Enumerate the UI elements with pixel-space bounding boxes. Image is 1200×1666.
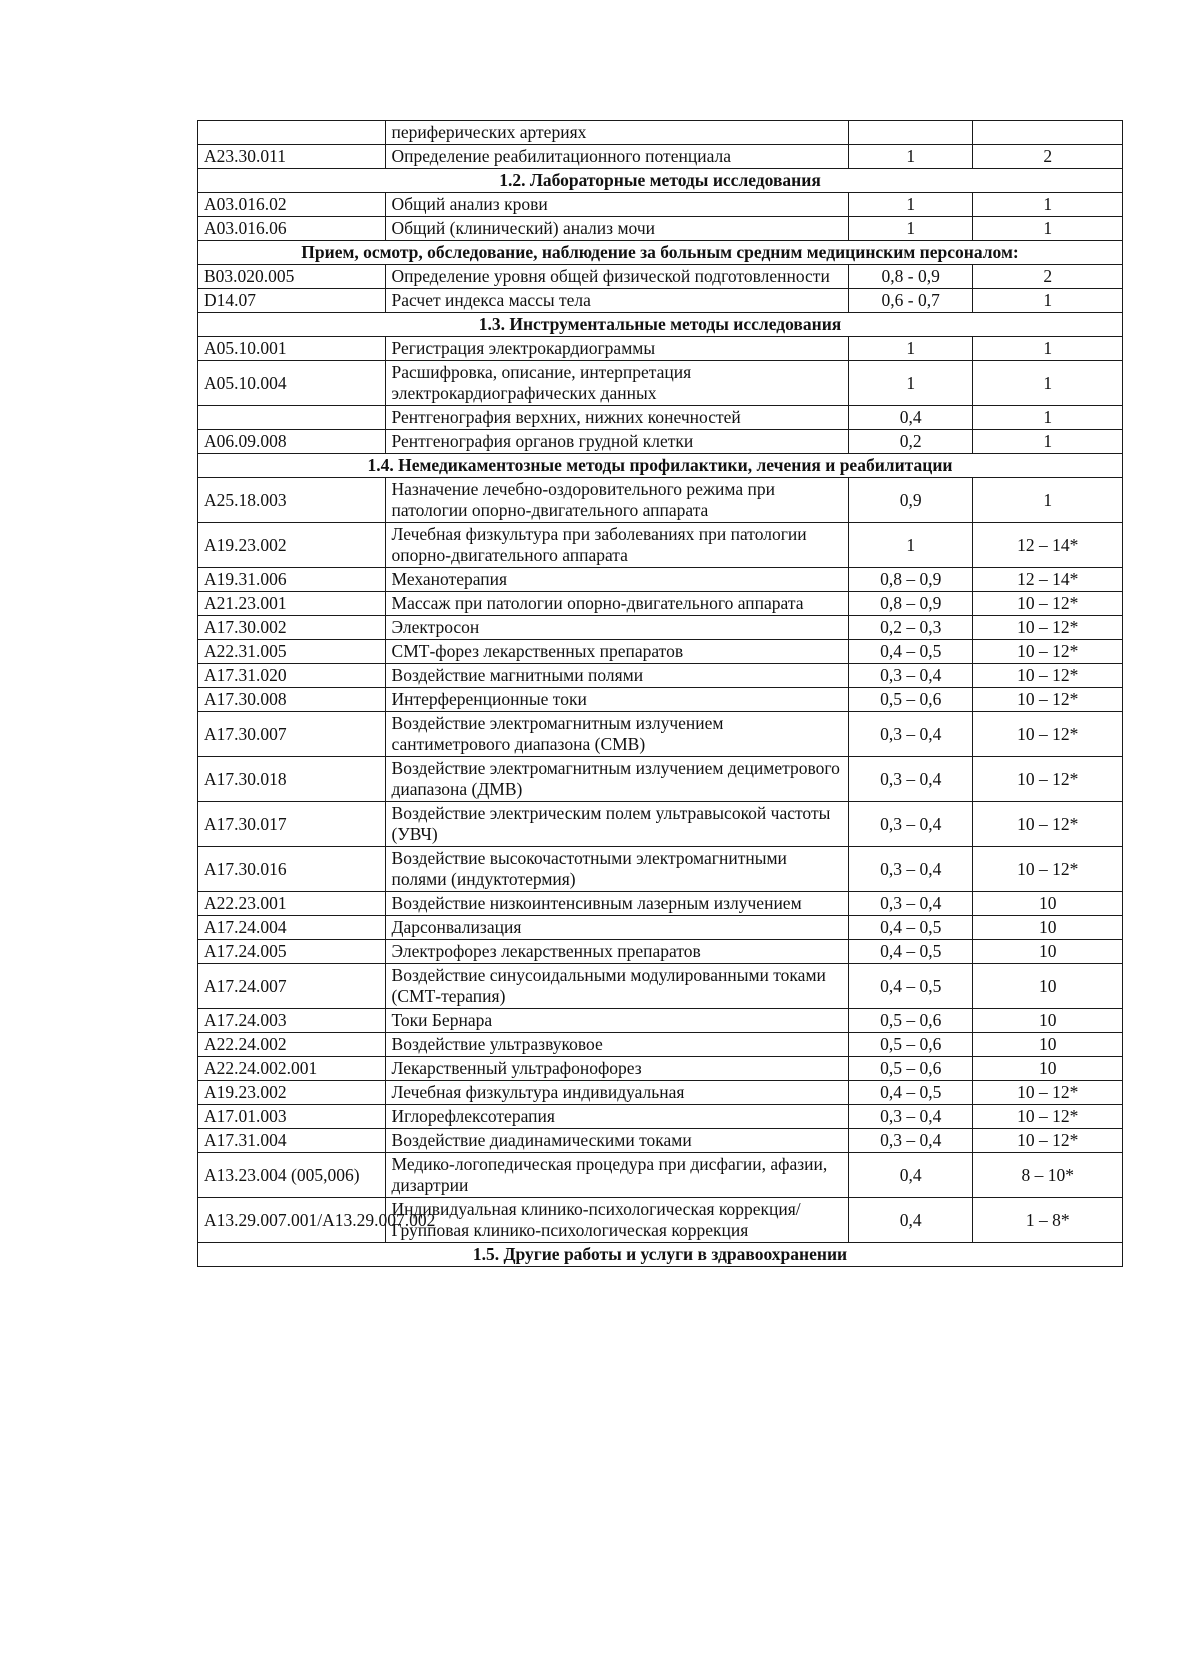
frequency-cell: 0,8 – 0,9 — [849, 592, 973, 616]
service-code-cell: A05.10.001 — [198, 337, 386, 361]
service-code-cell: A17.31.020 — [198, 664, 386, 688]
multiplicity-cell: 10 — [973, 1033, 1123, 1057]
section-header-row — [198, 1243, 1123, 1267]
frequency-cell: 0,2 — [849, 430, 973, 454]
table-row — [198, 361, 1123, 406]
multiplicity-cell: 10 – 12* — [973, 712, 1123, 757]
service-name-cell: Общий (клинический) анализ мочи — [385, 217, 849, 241]
multiplicity-cell: 10 – 12* — [973, 1105, 1123, 1129]
service-code-cell: A17.30.008 — [198, 688, 386, 712]
multiplicity-cell: 2 — [973, 145, 1123, 169]
service-name-cell: Регистрация электрокардиограммы — [385, 337, 849, 361]
table-row — [198, 916, 1123, 940]
service-name-cell: Назначение лечебно-оздоровительного режима при патологии опорно-двигательного аппарата — [385, 478, 849, 523]
service-name-cell: Индивидуальная клинико-психологическая коррекция/Групповая клинико-психологическая коррекция — [385, 1198, 849, 1243]
frequency-cell: 0,3 – 0,4 — [849, 802, 973, 847]
service-code-cell — [198, 121, 386, 145]
multiplicity-cell: 1 — [973, 217, 1123, 241]
service-code-cell: A17.24.005 — [198, 940, 386, 964]
service-name-cell: Воздействие магнитными полями — [385, 664, 849, 688]
service-code-cell: A22.24.002 — [198, 1033, 386, 1057]
frequency-cell: 1 — [849, 361, 973, 406]
multiplicity-cell: 10 – 12* — [973, 847, 1123, 892]
table-row — [198, 1153, 1123, 1198]
table-row — [198, 592, 1123, 616]
multiplicity-cell: 10 – 12* — [973, 1129, 1123, 1153]
multiplicity-cell: 2 — [973, 265, 1123, 289]
service-code-cell: A17.30.002 — [198, 616, 386, 640]
service-name-cell: Токи Бернара — [385, 1009, 849, 1033]
table-row — [198, 616, 1123, 640]
table-row — [198, 121, 1123, 145]
table-row — [198, 523, 1123, 568]
service-code-cell: A19.31.006 — [198, 568, 386, 592]
frequency-cell: 0,2 – 0,3 — [849, 616, 973, 640]
multiplicity-cell: 1 — [973, 406, 1123, 430]
service-code-cell — [198, 406, 386, 430]
service-code-cell: A17.30.007 — [198, 712, 386, 757]
table-row — [198, 289, 1123, 313]
service-name-cell: Лечебная физкультура индивидуальная — [385, 1081, 849, 1105]
frequency-cell: 0,3 – 0,4 — [849, 1129, 973, 1153]
multiplicity-cell: 10 – 12* — [973, 592, 1123, 616]
service-code-cell: A25.18.003 — [198, 478, 386, 523]
table-row — [198, 193, 1123, 217]
frequency-cell: 1 — [849, 193, 973, 217]
service-code-cell: A17.01.003 — [198, 1105, 386, 1129]
section-title: 1.3. Инструментальные методы исследования — [198, 313, 1123, 337]
multiplicity-cell: 8 – 10* — [973, 1153, 1123, 1198]
multiplicity-cell: 10 – 12* — [973, 640, 1123, 664]
section-header-row — [198, 313, 1123, 337]
table-row — [198, 1129, 1123, 1153]
service-code-cell: A19.23.002 — [198, 1081, 386, 1105]
section-title: 1.5. Другие работы и услуги в здравоохранении — [198, 1243, 1123, 1267]
table-row — [198, 664, 1123, 688]
table-row — [198, 1081, 1123, 1105]
frequency-cell: 1 — [849, 337, 973, 361]
multiplicity-cell: 10 — [973, 940, 1123, 964]
table-row — [198, 1033, 1123, 1057]
multiplicity-cell: 10 – 12* — [973, 802, 1123, 847]
section-title: 1.4. Немедикаментозные методы профилактики, лечения и реабилитации — [198, 454, 1123, 478]
service-name-cell: Механотерапия — [385, 568, 849, 592]
frequency-cell: 0,4 – 0,5 — [849, 1081, 973, 1105]
section-header-row — [198, 241, 1123, 265]
frequency-cell: 0,5 – 0,6 — [849, 1009, 973, 1033]
service-name-cell: Воздействие высокочастотными электромагнитными полями (индуктотермия) — [385, 847, 849, 892]
table-row — [198, 1057, 1123, 1081]
multiplicity-cell: 10 – 12* — [973, 616, 1123, 640]
service-name-cell: Воздействие ультразвуковое — [385, 1033, 849, 1057]
frequency-cell — [849, 121, 973, 145]
services-table-body — [198, 121, 1123, 1267]
multiplicity-cell: 10 – 12* — [973, 757, 1123, 802]
service-name-cell: Иглорефлексотерапия — [385, 1105, 849, 1129]
service-code-cell: A23.30.011 — [198, 145, 386, 169]
multiplicity-cell: 10 – 12* — [973, 1081, 1123, 1105]
frequency-cell: 0,3 – 0,4 — [849, 892, 973, 916]
multiplicity-cell — [973, 121, 1123, 145]
service-code-cell: D14.07 — [198, 289, 386, 313]
frequency-cell: 1 — [849, 217, 973, 241]
frequency-cell: 0,8 - 0,9 — [849, 265, 973, 289]
service-code-cell: A13.29.007.001/A13.29.007.002 — [198, 1198, 386, 1243]
frequency-cell: 0,4 — [849, 1153, 973, 1198]
frequency-cell: 0,4 – 0,5 — [849, 916, 973, 940]
service-name-cell: Воздействие низкоинтенсивным лазерным излучением — [385, 892, 849, 916]
multiplicity-cell: 1 — [973, 478, 1123, 523]
frequency-cell: 0,4 – 0,5 — [849, 940, 973, 964]
service-code-cell: A17.30.017 — [198, 802, 386, 847]
service-name-cell: Общий анализ крови — [385, 193, 849, 217]
service-name-cell: Электросон — [385, 616, 849, 640]
frequency-cell: 0,6 - 0,7 — [849, 289, 973, 313]
table-row — [198, 406, 1123, 430]
service-code-cell: A22.24.002.001 — [198, 1057, 386, 1081]
service-name-cell: Воздействие диадинамическими токами — [385, 1129, 849, 1153]
service-code-cell: A05.10.004 — [198, 361, 386, 406]
table-row — [198, 640, 1123, 664]
service-code-cell: A19.23.002 — [198, 523, 386, 568]
multiplicity-cell: 1 — [973, 289, 1123, 313]
table-row — [198, 892, 1123, 916]
service-code-cell: A06.09.008 — [198, 430, 386, 454]
multiplicity-cell: 1 — [973, 430, 1123, 454]
service-name-cell: периферических артериях — [385, 121, 849, 145]
table-row — [198, 265, 1123, 289]
service-name-cell: Лечебная физкультура при заболеваниях при патологии опорно-двигательного аппарата — [385, 523, 849, 568]
table-row — [198, 712, 1123, 757]
section-title: Прием, осмотр, обследование, наблюдение за больным средним медицинским персоналом: — [198, 241, 1123, 265]
frequency-cell: 0,4 – 0,5 — [849, 964, 973, 1009]
service-name-cell: Воздействие электрическим полем ультравысокой частоты (УВЧ) — [385, 802, 849, 847]
frequency-cell: 0,5 – 0,6 — [849, 1033, 973, 1057]
service-name-cell: Расшифровка, описание, интерпретация электрокардиографических данных — [385, 361, 849, 406]
service-code-cell: A17.24.004 — [198, 916, 386, 940]
frequency-cell: 0,5 – 0,6 — [849, 688, 973, 712]
service-name-cell: Лекарственный ультрафонофорез — [385, 1057, 849, 1081]
service-name-cell: Рентгенография верхних, нижних конечностей — [385, 406, 849, 430]
multiplicity-cell: 10 – 12* — [973, 664, 1123, 688]
section-title: 1.2. Лабораторные методы исследования — [198, 169, 1123, 193]
service-code-cell: A17.30.018 — [198, 757, 386, 802]
multiplicity-cell: 12 – 14* — [973, 568, 1123, 592]
multiplicity-cell: 10 — [973, 892, 1123, 916]
service-code-cell: A22.31.005 — [198, 640, 386, 664]
table-row — [198, 847, 1123, 892]
frequency-cell: 0,9 — [849, 478, 973, 523]
service-code-cell: A17.31.004 — [198, 1129, 386, 1153]
service-name-cell: Воздействие синусоидальными модулированными токами (СМТ-терапия) — [385, 964, 849, 1009]
table-row — [198, 430, 1123, 454]
frequency-cell: 0,3 – 0,4 — [849, 664, 973, 688]
service-name-cell: Определение уровня общей физической подготовленности — [385, 265, 849, 289]
multiplicity-cell: 1 – 8* — [973, 1198, 1123, 1243]
service-name-cell: Электрофорез лекарственных препаратов — [385, 940, 849, 964]
multiplicity-cell: 10 — [973, 964, 1123, 1009]
multiplicity-cell: 1 — [973, 337, 1123, 361]
table-row — [198, 337, 1123, 361]
frequency-cell: 1 — [849, 145, 973, 169]
section-header-row — [198, 454, 1123, 478]
table-row — [198, 217, 1123, 241]
frequency-cell: 0,4 – 0,5 — [849, 640, 973, 664]
table-row — [198, 478, 1123, 523]
frequency-cell: 0,3 – 0,4 — [849, 1105, 973, 1129]
service-name-cell: Медико-логопедическая процедура при дисфагии, афазии, дизартрии — [385, 1153, 849, 1198]
service-name-cell: Воздействие электромагнитным излучением дециметрового диапазона (ДМВ) — [385, 757, 849, 802]
service-name-cell: Интерференционные токи — [385, 688, 849, 712]
frequency-cell: 1 — [849, 523, 973, 568]
table-row — [198, 1009, 1123, 1033]
service-code-cell: B03.020.005 — [198, 265, 386, 289]
frequency-cell: 0,3 – 0,4 — [849, 712, 973, 757]
multiplicity-cell: 10 — [973, 916, 1123, 940]
multiplicity-cell: 10 — [973, 1057, 1123, 1081]
table-row — [198, 688, 1123, 712]
service-name-cell: Дарсонвализация — [385, 916, 849, 940]
service-code-cell: A13.23.004 (005,006) — [198, 1153, 386, 1198]
frequency-cell: 0,3 – 0,4 — [849, 757, 973, 802]
service-code-cell: A17.24.003 — [198, 1009, 386, 1033]
frequency-cell: 0,5 – 0,6 — [849, 1057, 973, 1081]
service-code-cell: A22.23.001 — [198, 892, 386, 916]
multiplicity-cell: 12 – 14* — [973, 523, 1123, 568]
multiplicity-cell: 1 — [973, 193, 1123, 217]
table-row — [198, 940, 1123, 964]
table-row — [198, 1105, 1123, 1129]
service-code-cell: A21.23.001 — [198, 592, 386, 616]
multiplicity-cell: 10 — [973, 1009, 1123, 1033]
table-row — [198, 145, 1123, 169]
multiplicity-cell: 10 – 12* — [973, 688, 1123, 712]
table-row — [198, 568, 1123, 592]
frequency-cell: 0,4 — [849, 406, 973, 430]
section-header-row — [198, 169, 1123, 193]
table-row — [198, 1198, 1123, 1243]
service-name-cell: Рентгенография органов грудной клетки — [385, 430, 849, 454]
service-code-cell: A17.24.007 — [198, 964, 386, 1009]
frequency-cell: 0,4 — [849, 1198, 973, 1243]
service-name-cell: Воздействие электромагнитным излучением сантиметрового диапазона (СМВ) — [385, 712, 849, 757]
table-row — [198, 802, 1123, 847]
service-name-cell: Расчет индекса массы тела — [385, 289, 849, 313]
service-name-cell: Массаж при патологии опорно-двигательного аппарата — [385, 592, 849, 616]
service-name-cell: СМТ-форез лекарственных препаратов — [385, 640, 849, 664]
service-code-cell: A17.30.016 — [198, 847, 386, 892]
table-row — [198, 757, 1123, 802]
service-name-cell: Определение реабилитационного потенциала — [385, 145, 849, 169]
services-table — [197, 120, 1123, 1267]
table-row — [198, 964, 1123, 1009]
service-code-cell: A03.016.02 — [198, 193, 386, 217]
multiplicity-cell: 1 — [973, 361, 1123, 406]
service-code-cell: A03.016.06 — [198, 217, 386, 241]
frequency-cell: 0,8 – 0,9 — [849, 568, 973, 592]
frequency-cell: 0,3 – 0,4 — [849, 847, 973, 892]
